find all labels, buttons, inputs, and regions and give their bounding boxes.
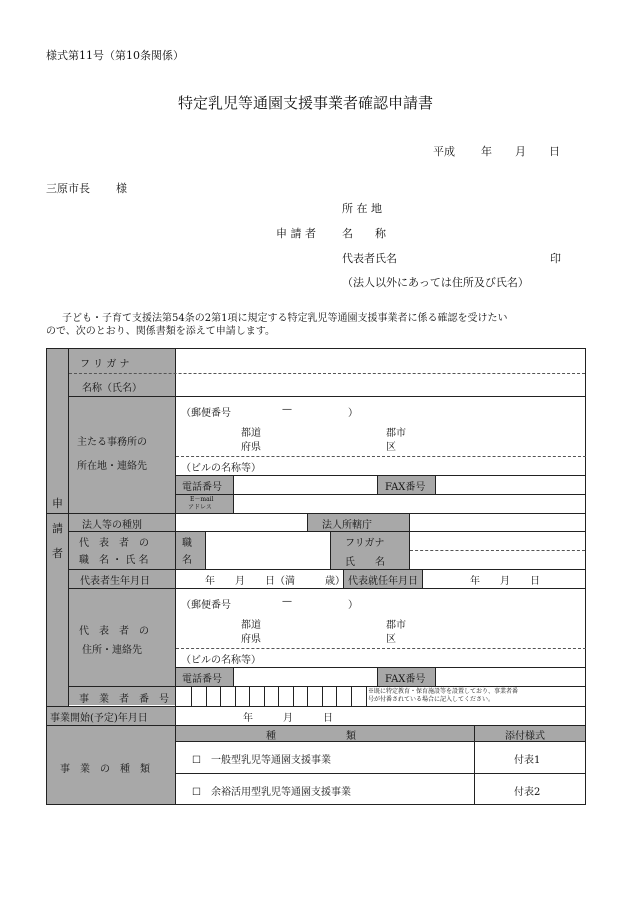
row2-kind: ☐ 余裕活用型乳児等通園支援事業 bbox=[192, 787, 351, 798]
office-label-1: 主たる事務所の bbox=[77, 437, 147, 448]
gunshi-label-2: 郡市 bbox=[386, 620, 406, 631]
body-text-line1: 子ども・子育て支援法第54条の2第1項に規定する特定乳児等通園支援事業者に係る確認を受けたい bbox=[62, 313, 508, 324]
gunshi-label: 郡市 bbox=[386, 428, 406, 439]
start-date-label: 事業開始(予定)年月日 bbox=[50, 713, 148, 724]
furigana-short-label: フリガナ bbox=[345, 538, 385, 549]
shimei-label: 氏 名 bbox=[345, 557, 385, 568]
recipient-honorific: 様 bbox=[116, 182, 127, 195]
date-year: 年 bbox=[481, 145, 492, 158]
applicant-org-name-label: 名 称 bbox=[342, 227, 386, 240]
phone-label-2: 電話番号 bbox=[182, 674, 222, 685]
applicant-rep-label: 代表者氏名 bbox=[342, 252, 397, 265]
fuken-label: 府県 bbox=[241, 442, 261, 453]
fax-label-2: FAX番号 bbox=[385, 674, 426, 685]
building-label: （ビルの名称等） bbox=[181, 463, 261, 474]
rep-label-1: 代 表 者 の bbox=[79, 538, 149, 549]
rep-start-label: 代表就任年月日 bbox=[348, 576, 418, 587]
page-title: 特定乳児等通園支援事業者確認申請書 bbox=[178, 94, 434, 112]
postal-dash: — bbox=[282, 404, 292, 415]
start-date-values: 年 月 日 bbox=[243, 713, 333, 724]
postal-dash-2: — bbox=[282, 596, 292, 607]
side-label-3: 者 bbox=[52, 547, 63, 560]
applicant-note: （法人以外にあっては住所及び氏名） bbox=[342, 276, 529, 289]
ku-label-2: 区 bbox=[386, 634, 396, 645]
col-attach-header: 添付様式 bbox=[505, 731, 545, 742]
seal-mark: 印 bbox=[550, 252, 561, 265]
form-number: 様式第11号（第10条関係） bbox=[46, 49, 184, 62]
birth-values: 年 月 日（満 歳） bbox=[205, 576, 345, 587]
recipient-name: 三原市長 bbox=[46, 182, 90, 195]
col-kind-header: 種 類 bbox=[266, 731, 356, 742]
ku-label: 区 bbox=[386, 442, 396, 453]
email-label-1: E－mail bbox=[190, 496, 214, 503]
office-label-2: 所在地・連絡先 bbox=[77, 461, 147, 472]
rep-addr-label-1: 代 表 者 の bbox=[79, 626, 149, 637]
date-month: 月 bbox=[515, 145, 526, 158]
postal-close-2: ） bbox=[348, 600, 358, 611]
biz-no-note-2: 号が付番されている場合に記入してください。 bbox=[368, 696, 495, 703]
postal-label-2: （郵便番号 bbox=[181, 600, 231, 611]
rep-addr-label-2: 住所・連絡先 bbox=[82, 645, 142, 656]
applicant-label: 申 請 者 bbox=[276, 227, 316, 240]
biz-type-label: 事 業 の 種 類 bbox=[60, 764, 150, 775]
phone-label: 電話番号 bbox=[182, 482, 222, 493]
fax-label: FAX番号 bbox=[385, 482, 426, 493]
furigana-label: フ リ ガ ナ bbox=[80, 359, 130, 370]
rep-birth-label: 代表者生年月日 bbox=[80, 576, 150, 587]
body-text-line2: ので、次のとおり、関係書類を添えて申請します。 bbox=[46, 326, 275, 337]
applicant-address-label: 所 在 地 bbox=[342, 202, 382, 215]
date-day: 日 bbox=[549, 145, 560, 158]
corp-type-label: 法人等の種別 bbox=[82, 520, 142, 531]
rep-start-values: 年 月 日 bbox=[470, 576, 540, 587]
row1-kind: ☐ 一般型乳児等通園支援事業 bbox=[192, 755, 331, 766]
todo-label: 都道 bbox=[241, 428, 261, 439]
fuken-label-2: 府県 bbox=[241, 634, 261, 645]
shoku-label: 職 bbox=[182, 538, 192, 549]
side-label-2: 請 bbox=[52, 522, 63, 535]
row1-attach: 付表1 bbox=[514, 755, 541, 766]
name-label: 名称（氏名） bbox=[82, 383, 142, 394]
biz-no-label: 事 業 者 番 号 bbox=[79, 694, 169, 705]
building-label-2: （ビルの名称等） bbox=[181, 655, 261, 666]
postal-label: （郵便番号 bbox=[181, 408, 231, 419]
date-era: 平成 bbox=[433, 145, 455, 158]
mei-label: 名 bbox=[182, 555, 192, 566]
biz-no-note-1: ※既に特定教育・保育施設等を設置しており、事業者番 bbox=[368, 688, 519, 695]
rep-label-2: 職 名 ・ 氏 名 bbox=[79, 555, 149, 566]
email-label-2: アドレス bbox=[188, 504, 212, 511]
row2-attach: 付表2 bbox=[514, 787, 541, 798]
corp-office-label: 法人所轄庁 bbox=[322, 520, 372, 531]
todo-label-2: 都道 bbox=[241, 620, 261, 631]
side-label-1: 申 bbox=[52, 497, 63, 510]
postal-close: ） bbox=[348, 408, 358, 419]
